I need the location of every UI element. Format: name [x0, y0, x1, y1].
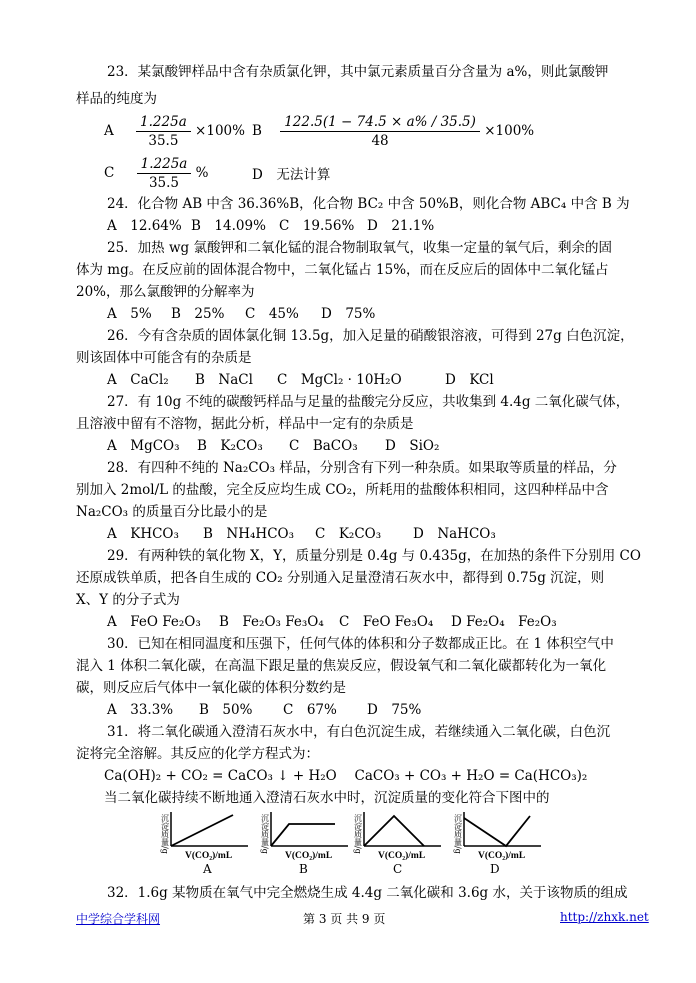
q25-line3: 20%，那么氯酸钾的分解率为: [76, 284, 255, 300]
q25-line1: 25．加热 wg 氯酸钾和二氧化锰的混合物制取氧气，收集一定量的氧气后，剩余的固: [107, 240, 612, 256]
x-axis-label: V(CO₂)/mL: [378, 851, 426, 860]
option: C BaCO₃: [289, 438, 358, 454]
option: B K₂CO₃: [197, 438, 263, 454]
option: A 33.3%: [107, 702, 174, 718]
q28-options: [107, 525, 496, 543]
option-label: A: [104, 123, 114, 139]
option: B NaCl: [195, 372, 253, 388]
option: D SiO₂: [385, 438, 440, 454]
q31-line1: 31．将二氧化碳通入澄清石灰水中，有白色沉淀生成，若继续通入二氧化碳，白色沉: [107, 724, 611, 740]
q29-options: [107, 613, 557, 631]
option: A MgCO₃: [107, 438, 180, 454]
option: A KHCO₃: [107, 526, 179, 542]
x-axis-label: V(CO₂)/mL: [478, 851, 526, 860]
q30-line3: 碳，则反应后气体中一氧化碳的体积分数约是: [76, 680, 346, 696]
option-label: C: [104, 165, 115, 181]
footer-url-link[interactable]: [560, 910, 649, 924]
q23-option-c: [104, 155, 208, 192]
y-axis-label: 沉淀质量/g: [453, 814, 463, 854]
numerator: 1.225a: [136, 113, 191, 132]
option: C MgCl₂ · 10H₂O: [277, 372, 402, 388]
q28-line2: 别加入 2mol/L 的盐酸，完全反应均生成 CO₂，所耗用的盐酸体积相同，这四种样品中含: [76, 482, 609, 498]
q31-equations: Ca(OH)₂ + CO₂ = CaCO₃ ↓ + H₂O CaCO₃ + CO₃ + H₂O = Ca(HCO₃)₂: [104, 768, 588, 784]
q26-line1: 26．今有含杂质的固体氯化铜 13.5g，加入足量的硝酸银溶液，可得到 27g 白色沉淀，: [107, 328, 634, 344]
option: B 50%: [199, 702, 253, 718]
option: D 75%: [321, 306, 376, 322]
q28-line3: Na₂CO₃ 的质量百分比最小的是: [76, 504, 268, 520]
y-axis-label: 沉淀质量/g: [160, 814, 170, 854]
option: B NH₄HCO₃: [203, 526, 294, 542]
q27-options: [107, 437, 439, 455]
q23-line2: 样品的纯度为: [76, 91, 157, 107]
y-axis-label: 沉淀质量/g: [260, 814, 270, 854]
fraction: [137, 155, 192, 192]
option: A FeO Fe₂O₃: [107, 614, 201, 630]
denominator: 35.5: [148, 175, 180, 191]
graph-b-label: B: [299, 862, 308, 876]
option: A 5%: [107, 306, 152, 322]
q23-option-b: [252, 113, 534, 150]
graph-a: [155, 810, 250, 860]
x-axis-label: V(CO₂)/mL: [285, 851, 333, 860]
q31-line4: 当二氧化碳持续不断地通入澄清石灰水中时，沉淀质量的变化符合下图中的: [104, 790, 550, 806]
fraction: [280, 113, 480, 150]
graph-c: [348, 810, 443, 860]
option: B Fe₂O₃ Fe₃O₄: [219, 614, 324, 630]
suffix: ×100%: [195, 123, 245, 139]
denominator: 35.5: [148, 133, 179, 149]
option: C FeO Fe₃O₄: [339, 614, 434, 630]
option: D 21.1%: [367, 218, 435, 234]
graph-b: [255, 810, 350, 860]
option: D 75%: [367, 702, 422, 718]
option: A 12.64%: [107, 218, 182, 234]
q23-line1: 23．某氯酸钾样品中含有杂质氯化钾，其中氯元素质量百分含量为 a%，则此氯酸钾: [107, 64, 609, 80]
q24-options: [107, 217, 434, 235]
x-axis-label: V(CO₂)/mL: [185, 851, 233, 860]
suffix: ×100%: [484, 123, 535, 139]
q28-line1: 28．有四种不纯的 Na₂CO₃ 样品，分别含有下列一种杂质。如果取等质量的样品，分: [107, 460, 617, 476]
site-name[interactable]: 中学综合学科网: [76, 912, 161, 926]
footer-site-link[interactable]: [76, 910, 160, 927]
q26-options: [107, 371, 494, 389]
option-label: B: [252, 123, 262, 139]
q30-options: [107, 701, 421, 719]
q30-line1: 30．已知在相同温度和压强下，任何气体的体积和分子数都成正比。在 1 体积空气中: [107, 636, 614, 652]
q29-line2: 还原成铁单质，把各自生成的 CO₂ 分别通入足量澄清石灰水中，都得到 0.75g 沉淀，则: [76, 570, 605, 586]
numerator: 122.5(1 − 74.5 × a% / 35.5): [280, 113, 480, 132]
y-axis-label: 沉淀质量/g: [353, 814, 363, 854]
q29-line3: X、Y 的分子式为: [76, 592, 180, 608]
q27-line1: 27．有 10g 不纯的碳酸钙样品与足量的盐酸完分反应，共收集到 4.4g 二氧化碳气体，: [107, 394, 630, 410]
option: D NaHCO₃: [413, 526, 496, 542]
denominator: 48: [371, 133, 389, 149]
option: C K₂CO₃: [315, 526, 382, 542]
option: D KCl: [445, 372, 494, 388]
option: D Fe₂O₄ Fe₂O₃: [451, 614, 557, 630]
q26-line2: 则该固体中可能含有的杂质是: [76, 350, 252, 366]
option: A CaCl₂: [107, 372, 169, 388]
graph-c-label: C: [393, 862, 403, 876]
q23-option-a: [104, 113, 245, 150]
numerator: 1.225a: [137, 155, 192, 174]
graph-d: [448, 810, 543, 860]
q29-line1: 29．有两种铁的氧化物 X，Y，质量分别是 0.4g 与 0.435g，在加热的条件下分别用 CO: [107, 548, 641, 564]
q31-line2: 淀将完全溶解。其反应的化学方程式为：: [76, 746, 319, 762]
q27-line2: 且溶液中留有不溶物，据此分析，样品中一定有的杂质是: [76, 416, 414, 432]
q30-line2: 混入 1 体积二氧化碳，在高温下跟足量的焦炭反应，假设氧气和二氧化碳都转化为一氧化: [76, 658, 607, 674]
url[interactable]: http://zhxk.net: [560, 910, 649, 924]
option: C 67%: [283, 702, 337, 718]
graph-a-label: A: [203, 862, 212, 876]
q25-line2: 体为 mg。在反应前的固体混合物中，二氧化锰占 15%，而在反应后的固体中二氧化锰占: [76, 262, 609, 278]
q24-line1: 24．化合物 AB 中含 36.36%B，化合物 BC₂ 中含 50%B，则化合物 ABC₄ 中含 B 为: [107, 196, 630, 212]
q32-line1: 32．1.6g 某物质在氧气中完全燃烧生成 4.4g 二氧化碳和 3.6g 水，关于该物质的组成: [107, 885, 628, 901]
fraction: [136, 113, 191, 150]
option: B 14.09%: [191, 218, 266, 234]
q25-options: [107, 305, 375, 323]
q23-option-d: D 无法计算: [252, 167, 331, 183]
option: C 45%: [245, 306, 299, 322]
option: B 25%: [171, 306, 225, 322]
page-number: 第 3 页 共 9 页: [303, 912, 386, 926]
option: C 19.56%: [279, 218, 355, 234]
graph-d-label: D: [490, 862, 500, 876]
suffix: %: [195, 165, 209, 181]
